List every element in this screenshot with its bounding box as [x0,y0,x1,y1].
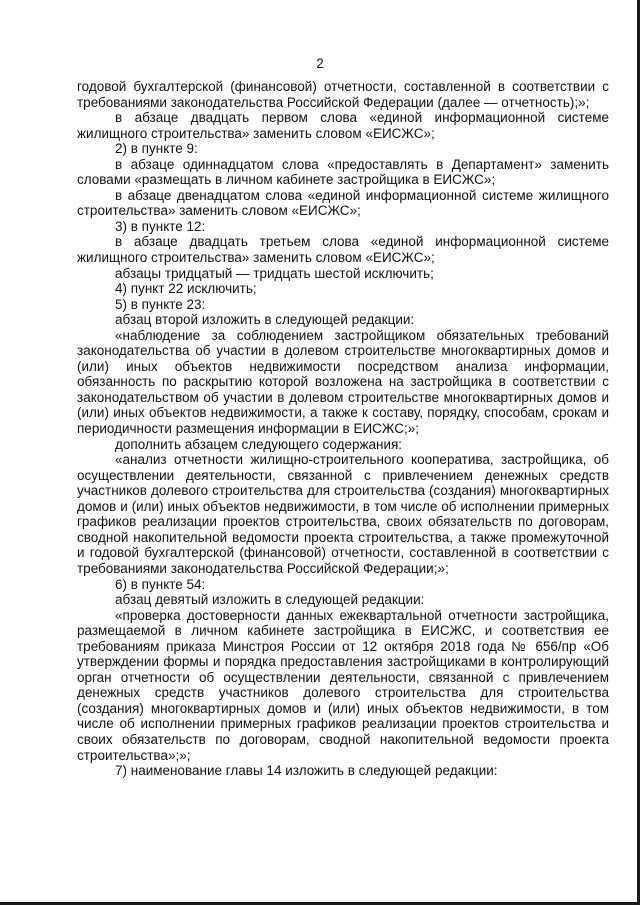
paragraph: «наблюдение за соблюдением застройщиком обязательных требований законодательства об участии в долевом строительстве многоквартирных домов и (или) иных объектов недвижимости посредством анализа информации, обязанность по раскрытию которой возложена на застройщика в соответствии с законодательством об участии в долевом строительстве многоквартирных домов и (или) иных объектов недвижимости, а также к составу, порядку, способам, срокам и периодичности размещения информации в ЕИСЖС;»; [77,327,609,437]
paragraph: 4) пункт 22 исключить; [115,281,257,297]
paragraph: дополнить абзацем следующего содержания: [115,436,403,452]
paragraph: 7) наименование главы 14 изложить в следующей редакции: [115,763,498,779]
paragraph: в абзаце одиннадцатом слова «предоставлять в Департамент» заменить словами «размещать в личном кабинете застройщика в ЕИСЖС»; [77,156,609,188]
paragraph: абзац второй изложить в следующей редакции: [115,312,415,328]
paragraph: в абзаце двадцать третьем слова «единой информационной системе жилищного строительства» заменить словом «ЕИСЖС»; [77,234,609,266]
paragraph: «проверка достоверности данных ежеквартальной отчетности застройщика, размещаемой в личном кабинете застройщика в ЕИСЖС, и соответствия ее требованиям приказа Минстроя России от 12 октября 2018 года № 656/пр «Об утверждении формы и порядка предоставления застройщиками в контролирующий орган отчетности об осуществлении деятельности, связанной с привлечением денежных средств участников долевого строительства для строительства (создания) многоквартирных домов и (или) иных объектов недвижимости, в том числе об исполнении примерных графиков реализации проектов строительства и своих обязательств по договорам, сводной накопительной ведомости проекта строительства»;»; [77,607,609,763]
paragraph: «анализ отчетности жилищно-строительного кооператива, застройщика, об осуществлении деятельности, связанной с привлечением денежных средств участников долевого строительства для строительства (создания) многоквартирных домов и (или) иных объектов недвижимости, в том числе об исполнении примерных графиков реализации проектов строительства, своих обязательств по договорам, сводной накопительной ведомости проекта строительства, а также промежуточной и годовой бухгалтерской (финансовой) отчетности, составленной в соответствии с требованиями законодательства Российской Федерации;»; [77,452,609,576]
paragraph: 3) в пункте 12: [115,218,206,234]
paragraph: 5) в пункте 23: [115,296,206,312]
document-body [77,79,609,779]
page-number: 2 [316,56,324,71]
paragraph: 2) в пункте 9: [115,141,198,157]
paragraph: 6) в пункте 54: [115,576,206,592]
paragraph: абзацы тридцатый — тридцать шестой исключить; [115,265,434,281]
paragraph: в абзаце двенадцатом слова «единой информационной системе жилищного строительства» заменить словом «ЕИСЖС»; [77,187,609,219]
paragraph: абзац девятый изложить в следующей редакции: [115,592,425,608]
paragraph: годовой бухгалтерской (финансовой) отчетности, составленной в соответствии с требованиями законодательства Российской Федерации (далее — отчетность);»; [77,79,609,110]
paragraph: в абзаце двадцать первом слова «единой информационной системе жилищного строительства» заменить словом «ЕИСЖС»; [77,110,609,141]
